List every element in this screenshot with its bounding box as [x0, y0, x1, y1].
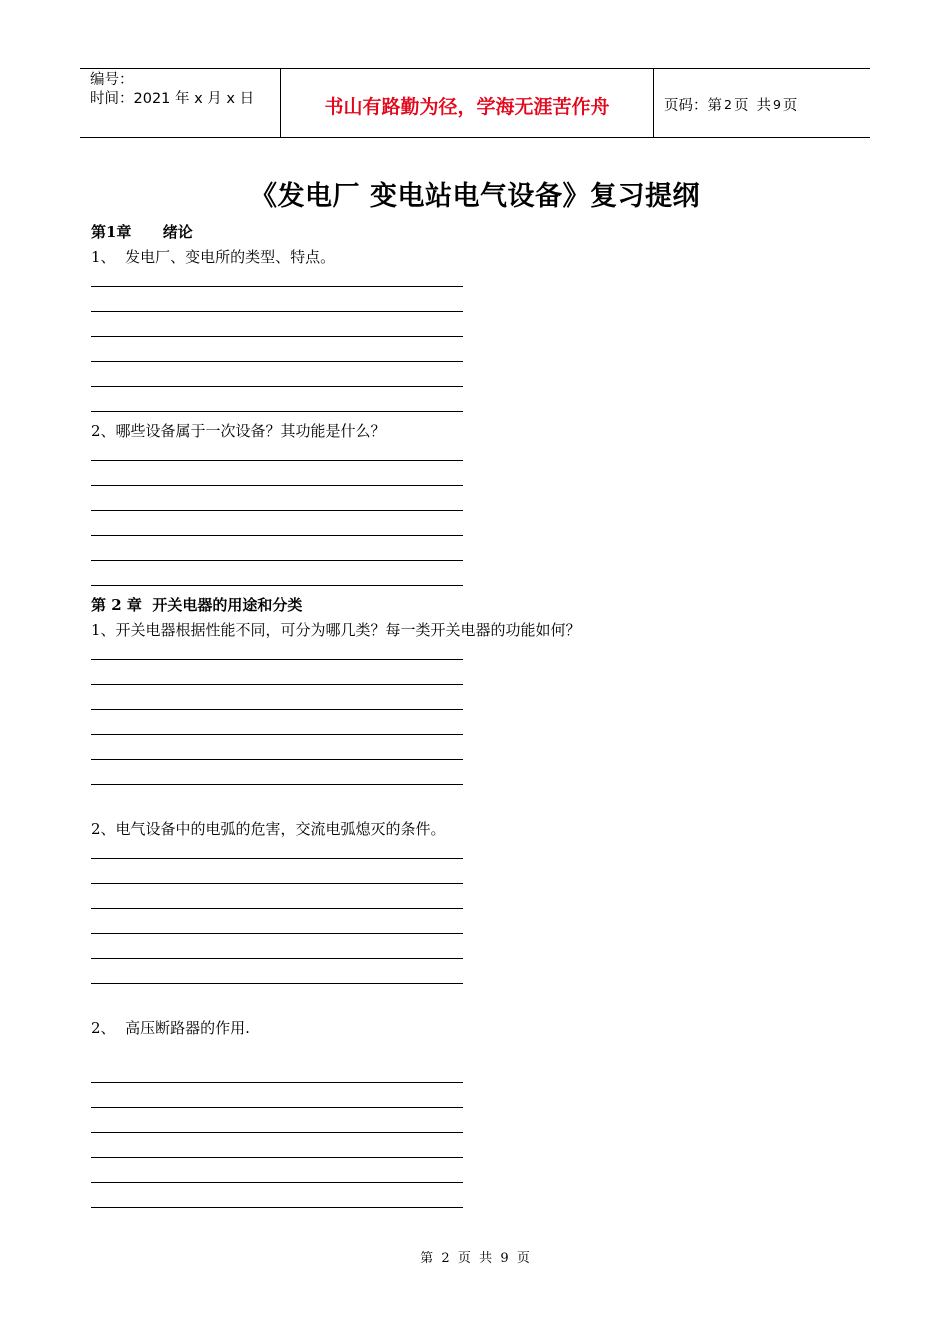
- answer-line: [91, 510, 463, 511]
- answer-line: [91, 386, 463, 387]
- answer-line: [91, 1157, 463, 1158]
- answer-line: [91, 958, 463, 959]
- page-info-cell: [654, 69, 870, 137]
- answer-line: [91, 1082, 463, 1083]
- answer-line: [91, 286, 463, 287]
- question-2-3: 2、 高压断路器的作用.: [91, 1019, 250, 1037]
- answer-line: [91, 336, 463, 337]
- answer-line: [91, 1107, 463, 1108]
- document-header: [80, 68, 870, 138]
- page-mid: 页: [733, 97, 749, 114]
- answer-line: [91, 560, 463, 561]
- answer-line: [91, 684, 463, 685]
- answer-line: [91, 883, 463, 884]
- answer-line: [91, 411, 463, 412]
- answer-line: [91, 1132, 463, 1133]
- header-info-cell: [80, 69, 281, 137]
- answer-line: [91, 734, 463, 735]
- page-prefix: 页码：第: [664, 97, 722, 114]
- date-label: 时间：2021 年 x 月 x 日: [90, 91, 255, 107]
- answer-line: [91, 908, 463, 909]
- answer-line: [91, 659, 463, 660]
- page-number: 2: [724, 96, 732, 112]
- answer-line: [91, 460, 463, 461]
- page-footer: 第 2 页 共 9 页: [420, 1251, 530, 1266]
- question-2-2: 2、电气设备中的电弧的危害，交流电弧熄灭的条件。: [91, 820, 446, 838]
- page-title: 《发电厂 变电站电气设备》复习提纲: [250, 181, 700, 212]
- question-1-2: 2、哪些设备属于一次设备？其功能是什么？: [91, 422, 386, 440]
- answer-line: [91, 1182, 463, 1183]
- answer-line: [91, 1207, 463, 1208]
- answer-line: [91, 759, 463, 760]
- motto-text: 书山有路勤为径，学海无涯苦作舟: [324, 95, 610, 118]
- total-pages: 9: [772, 96, 781, 112]
- answer-line: [91, 535, 463, 536]
- answer-line: [91, 311, 463, 312]
- motto-cell: [281, 69, 654, 137]
- answer-line: [91, 858, 463, 859]
- answer-line: [91, 361, 463, 362]
- answer-line: [91, 709, 463, 710]
- chapter-2-heading: 第 2 章 开关电器的用途和分类: [91, 596, 303, 614]
- total-suffix: 页: [782, 97, 798, 114]
- answer-line: [91, 485, 463, 486]
- question-2-1: 1、开关电器根据性能不同，可分为哪几类？每一类开关电器的功能如何？: [91, 621, 581, 639]
- answer-line: [91, 585, 463, 586]
- total-prefix: 共: [756, 97, 771, 114]
- answer-line: [91, 784, 463, 785]
- chapter-1-heading: 第1章 绪论: [91, 223, 193, 241]
- serial-number-label: 编号：: [90, 72, 134, 88]
- answer-line: [91, 983, 463, 984]
- answer-line: [91, 933, 463, 934]
- question-1-1: 1、 发电厂、变电所的类型、特点。: [91, 248, 336, 266]
